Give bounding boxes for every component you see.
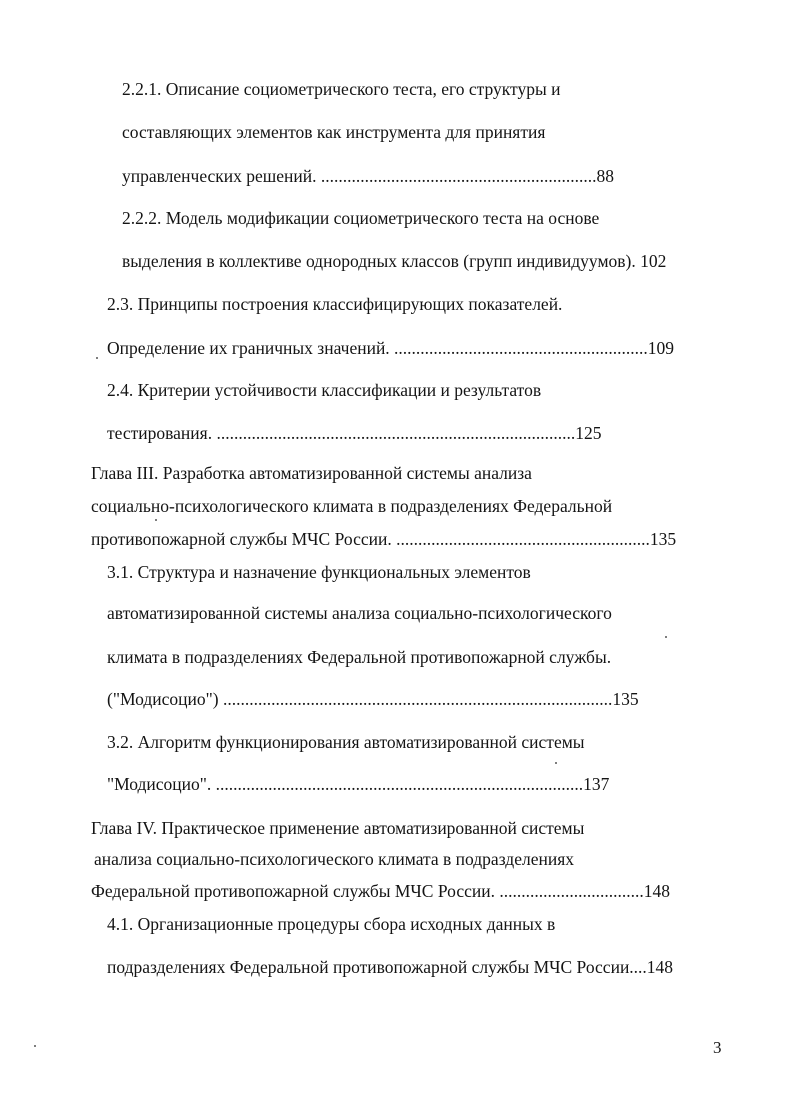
toc-entry-2-3-line-1: 2.3. Принципы построения классифицирующих показателей. <box>107 294 563 314</box>
scan-speck <box>555 762 557 764</box>
toc-entry-3-1-line-2: автоматизированной системы анализа социально-психологического <box>107 603 612 623</box>
page-number: 3 <box>713 1038 722 1057</box>
toc-entry-2-2-1-line-3: управленческих решений. ...............................................................88 <box>122 166 615 186</box>
toc-chapter-4-line-2: анализа социально-психологического климата в подразделениях <box>94 849 575 869</box>
toc-entry-4-1-line-2: подразделениях Федеральной противопожарной службы МЧС России....148 <box>107 957 674 977</box>
toc-entry-2-2-1-line-1: 2.2.1. Описание социометрического теста, его структуры и <box>122 79 561 99</box>
toc-entry-3-1-line-3: климата в подразделениях Федеральной противопожарной службы. <box>107 647 612 667</box>
toc-chapter-4-line-1: Глава IV. Практическое применение автоматизированной системы <box>91 818 585 838</box>
toc-entry-3-1-line-1: 3.1. Структура и назначение функциональных элементов <box>107 562 531 582</box>
toc-chapter-3-line-2: социально-психологического климата в подразделениях Федеральной <box>91 496 613 516</box>
toc-entry-3-1-line-4: ("Модисоцио") .........................................................................................135 <box>107 689 639 709</box>
toc-entry-4-1-line-1: 4.1. Организационные процедуры сбора исходных данных в <box>107 914 556 934</box>
toc-entry-2-3-line-2: Определение их граничных значений. ..........................................................109 <box>107 338 675 358</box>
toc-entry-2-2-1-line-2: составляющих элементов как инструмента для принятия <box>122 122 546 142</box>
toc-chapter-3-line-1: Глава III. Разработка автоматизированной системы анализа <box>91 463 532 483</box>
scan-speck <box>96 357 98 359</box>
scan-speck <box>155 519 157 521</box>
toc-entry-2-2-2-line-2: выделения в коллективе однородных классов (групп индивидуумов). 102 <box>122 251 667 271</box>
toc-chapter-3-line-3: противопожарной службы МЧС России. ..........................................................135 <box>91 529 677 549</box>
scan-speck <box>34 1045 36 1047</box>
toc-entry-2-2-2-line-1: 2.2.2. Модель модификации социометрического теста на основе <box>122 208 600 228</box>
toc-entry-3-2-line-1: 3.2. Алгоритм функционирования автоматизированной системы <box>107 732 585 752</box>
toc-chapter-4-line-3: Федеральной противопожарной службы МЧС России. .................................148 <box>91 881 670 901</box>
toc-entry-3-2-line-2: "Модисоцио". ....................................................................................137 <box>107 774 610 794</box>
scan-speck <box>665 636 667 638</box>
toc-entry-2-4-line-2: тестирования. ..................................................................................125 <box>107 423 602 443</box>
toc-entry-2-4-line-1: 2.4. Критерии устойчивости классификации и результатов <box>107 380 542 400</box>
